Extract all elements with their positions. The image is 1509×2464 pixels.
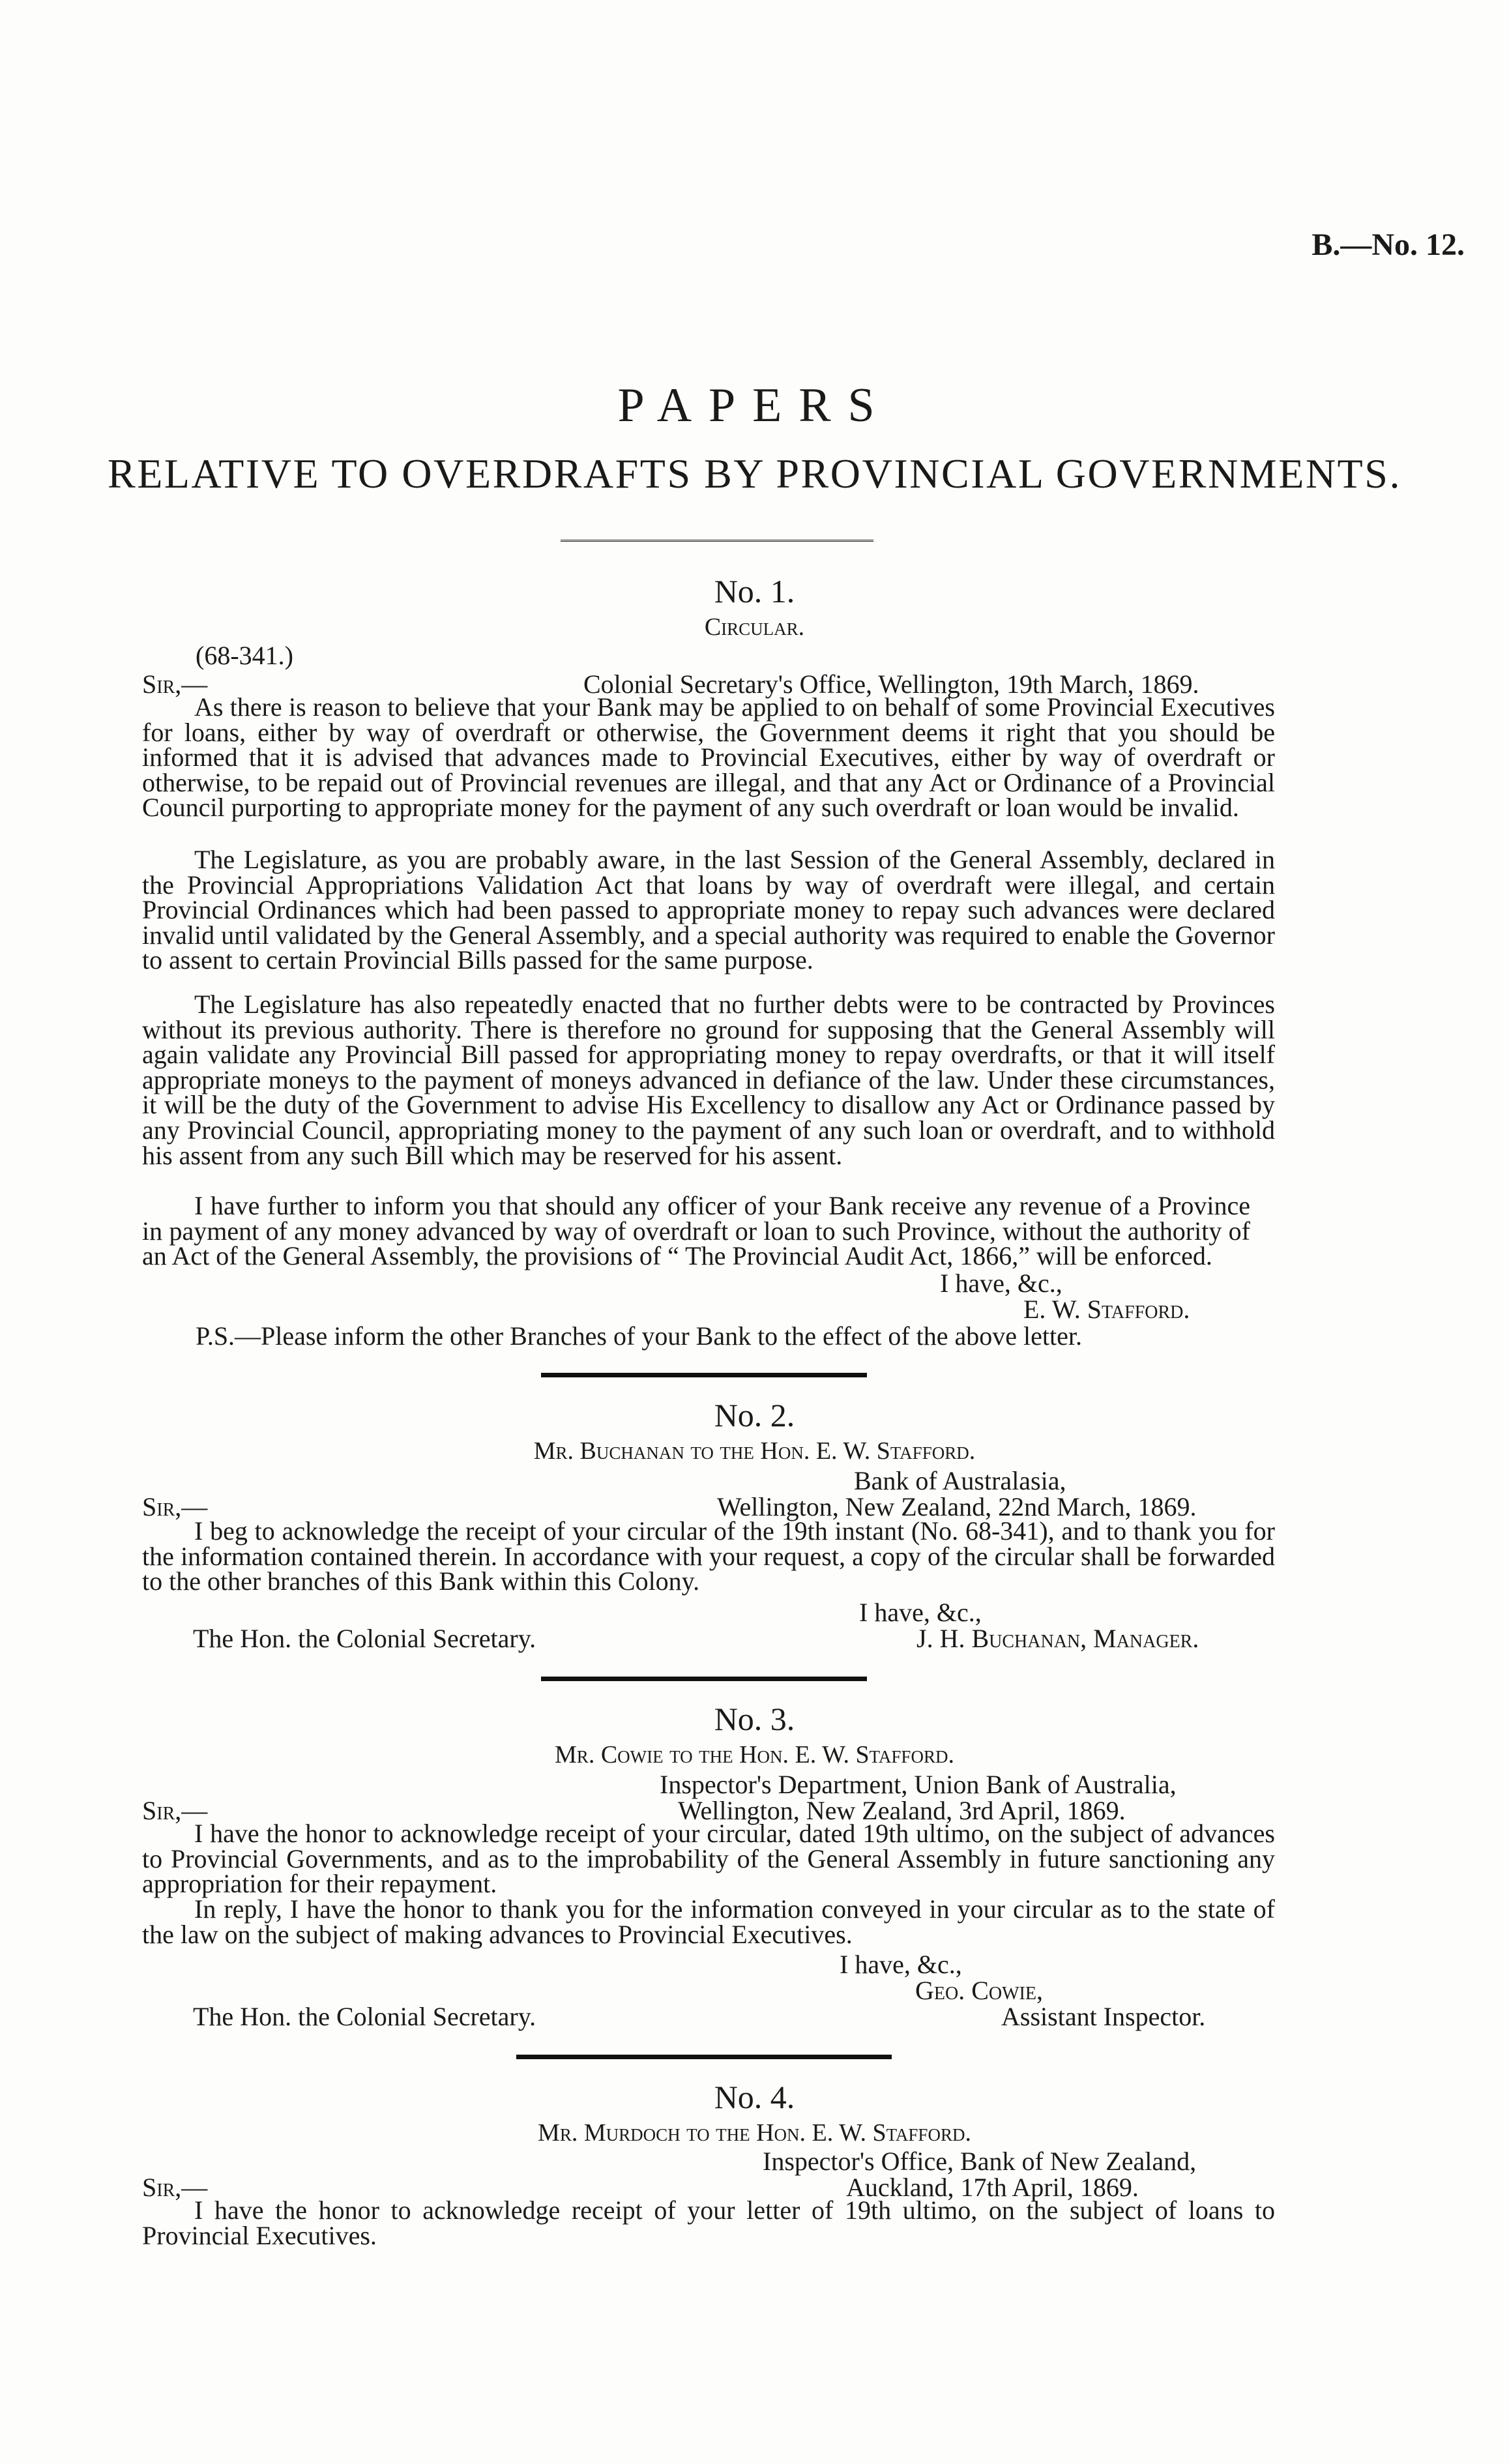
section-divider [541,1677,867,1681]
doc2-number: No. 2. [714,1397,795,1433]
doc3-paragraph: I have the honor to acknowledge receipt of your circular, dated 19th ultimo, on the subject of advances to Provincial Governments, and as to the improbability of the General Assembly in future sanctioning any appropriation for their repayment. [142,1819,1275,1899]
doc2-closing: I have, &c., [859,1598,982,1627]
doc1-number: No. 1. [714,573,795,609]
doc1-paragraph: As there is reason to believe that your Bank may be applied to on behalf of some Provincial Executives for loans, either by way of overdraft or otherwise, the Government deems it right that you should be informed that it is advised that advances made to Provincial Executives, either by way of overdraft or otherwise, to be repaid out of Provincial revenues are illegal, and that any Act or Ordinance of a Provincial Council purporting to appropriate money for the payment of any such overdraft or loan would be invalid. [142,692,1275,823]
section-divider [516,2055,892,2059]
doc4-number: No. 4. [714,2079,795,2115]
doc3-signature: Geo. Cowie, [915,1976,1043,2005]
doc2-heading: Mr. Buchanan to the Hon. E. W. Stafford. [533,1437,976,1465]
doc1-paragraph: The Legislature has also repeatedly enacted that no further debts were to be contracted by Provinces without its previous authority. There is therefore no ground for supposing that the General Assembly will again validate any Provincial Bill passed for appropriating money to repay overdrafts, or that it will itself appropriate moneys to the payment of moneys advanced in defiance of the law. Under these circumstances, it will be the duty of the Government to advise His Excellency to disallow any Act or Ordinance passed by any Provincial Council, appropriating money to the payment of any such loan or overdraft, and to withhold his assent from any such Bill which may be reserved for his assent. [142,990,1275,1170]
doc1-salutation: Sir,— [142,669,208,699]
doc1-place-date: Colonial Secretary's Office, Wellington, 19th March, 1869. [583,669,1199,699]
doc2-address-line1: Bank of Australasia, [854,1466,1066,1495]
doc3-paragraph: In reply, I have the honor to thank you for the information conveyed in your circular as to the state of the law on the subject of making advances to Provincial Executives. [142,1894,1275,1949]
doc1-closing: I have, &c., [940,1269,1062,1298]
doc4-address-line1: Inspector's Office, Bank of New Zealand, [763,2147,1197,2176]
page-title: PAPERS [617,379,892,432]
doc2-signature: J. H. Buchanan, Manager. [916,1624,1199,1653]
doc1-signature: E. W. Stafford. [1023,1295,1190,1324]
doc3-address-line2: Wellington, New Zealand, 3rd April, 1869. [678,1796,1126,1825]
doc1-paragraph: I have further to inform you that should any officer of your Bank receive any revenue of a Province in payment of any money advanced by way of overdraft or loan to such Province, without the authority of an Act of the General Assembly, the provisions of “ The Provincial Audit Act, 1866,” will be enforced. [142,1191,1250,1271]
doc3-recipient: The Hon. the Colonial Secretary. [193,2002,536,2031]
title-divider [561,540,873,544]
doc1-kind: Circular. [704,613,805,641]
page-subtitle: RELATIVE TO OVERDRAFTS BY PROVINCIAL GOVERNMENTS. [107,450,1402,497]
doc4-paragraph: I have the honor to acknowledge receipt of your letter of 19th ultimo, on the subject of loans to Provincial Executives. [142,2195,1275,2250]
doc1-postscript: P.S.—Please inform the other Branches of your Bank to the effect of the above letter. [196,1321,1082,1351]
doc1-paragraph: The Legislature, as you are probably aware, in the last Session of the General Assembly, declared in the Provincial Appropriations Validation Act that loans by way of overdraft were illegal, and certain Provincial Ordinances which had been passed to appropriate money to repay such advances were declared invalid until validated by the General Assembly, and a special authority was required to enable the Governor to assent to certain Provincial Bills passed for the same purpose. [142,845,1275,975]
doc1-ref-number: (68-341.) [196,641,293,670]
doc4-salutation: Sir,— [142,2173,208,2202]
doc4-address-line2: Auckland, 17th April, 1869. [846,2173,1139,2202]
doc3-address-line1: Inspector's Department, Union Bank of Australia, [660,1770,1177,1799]
doc4-heading: Mr. Murdoch to the Hon. E. W. Stafford. [538,2119,971,2147]
doc2-address-line2: Wellington, New Zealand, 22nd March, 1869. [717,1492,1197,1521]
doc3-signature-title: Assistant Inspector. [1001,2002,1206,2031]
doc2-salutation: Sir,— [142,1492,208,1521]
doc2-paragraph: I beg to acknowledge the receipt of your circular of the 19th instant (No. 68-341), and to thank you for the information contained therein. In accordance with your request, a copy of the circular shall be forwarded to the other branches of this Bank within this Colony. [142,1516,1275,1596]
doc3-salutation: Sir,— [142,1796,208,1825]
doc3-closing: I have, &c., [840,1950,962,1979]
doc3-heading: Mr. Cowie to the Hon. E. W. Stafford. [555,1741,954,1768]
doc3-number: No. 3. [714,1701,795,1737]
doc2-recipient: The Hon. the Colonial Secretary. [193,1624,536,1653]
section-divider [541,1373,867,1377]
document-reference: B.—No. 12. [1311,227,1465,262]
